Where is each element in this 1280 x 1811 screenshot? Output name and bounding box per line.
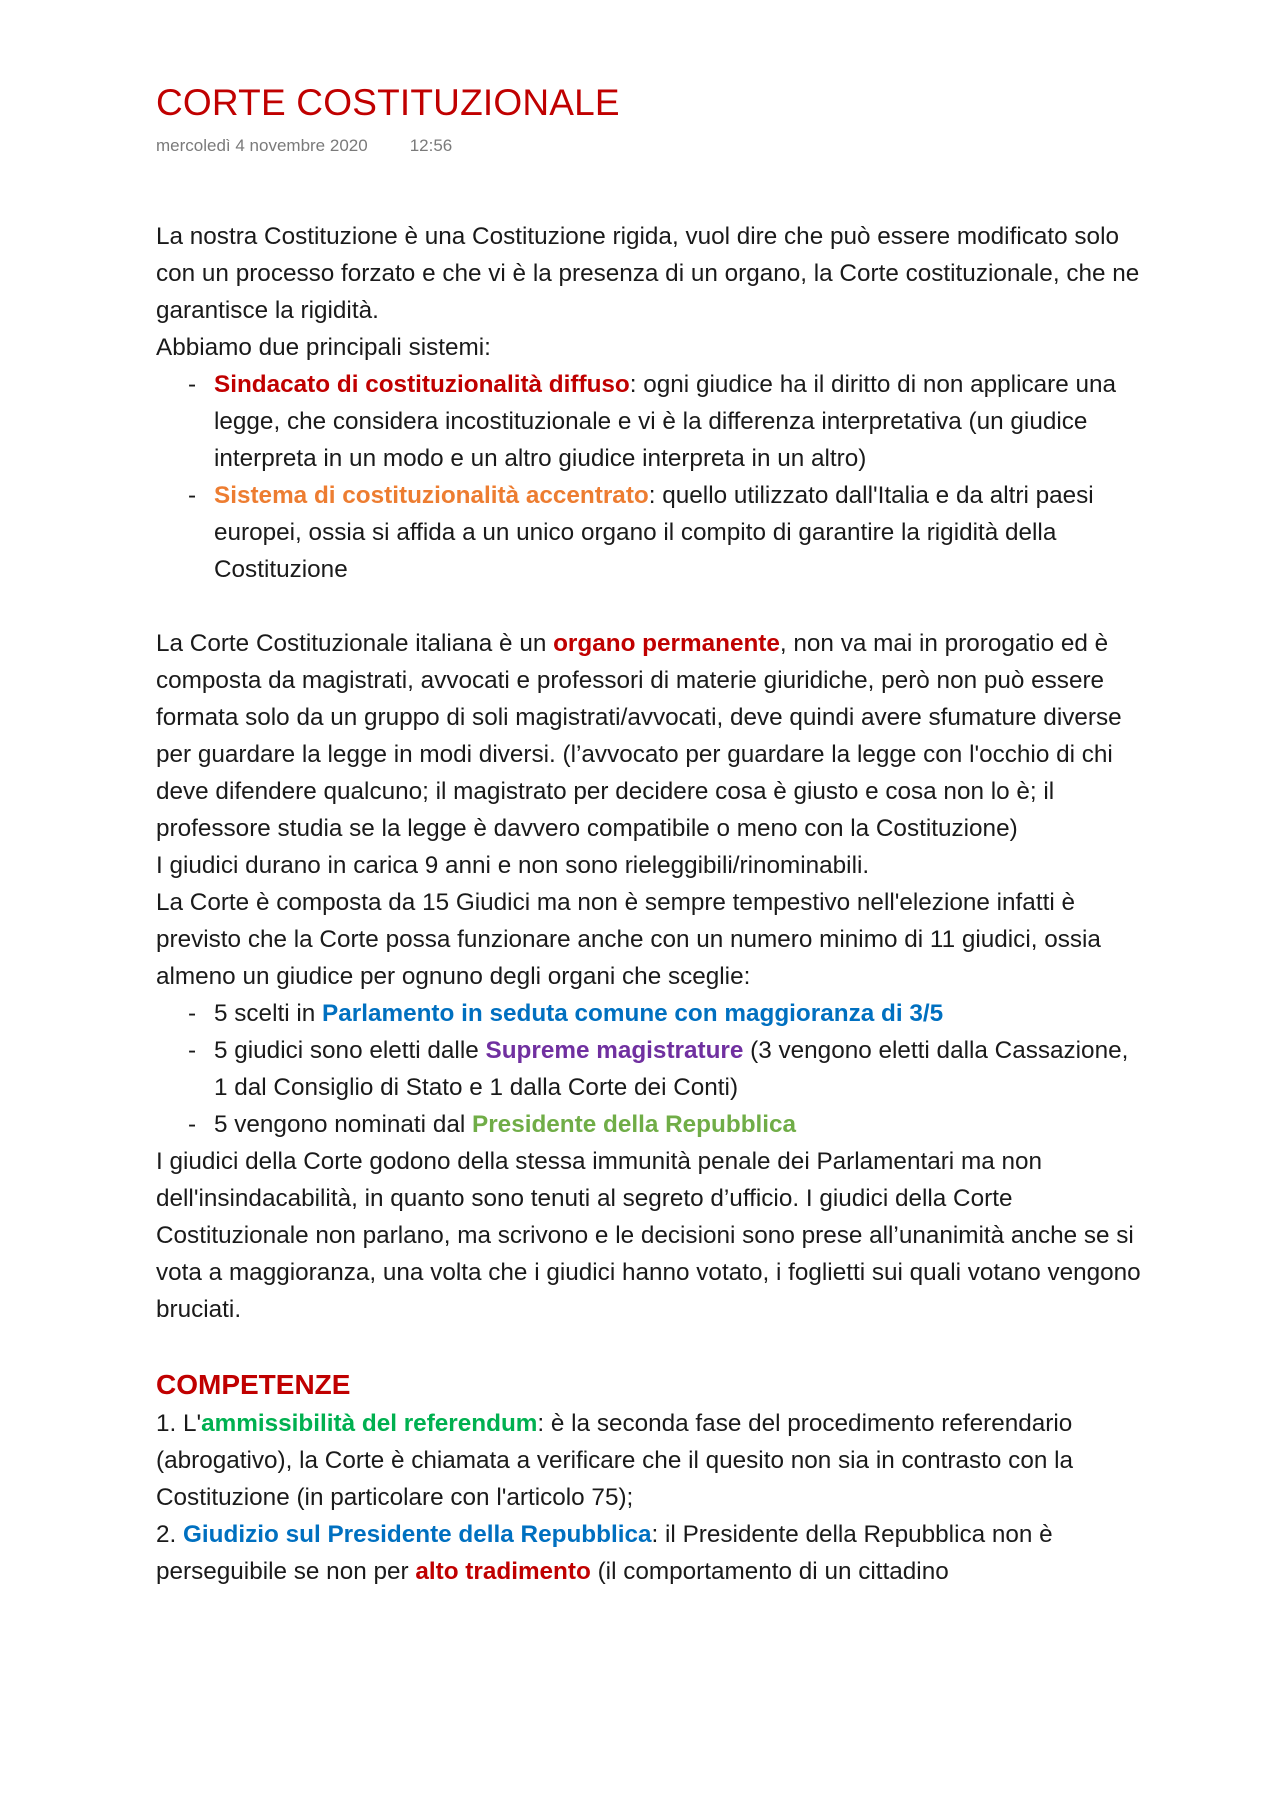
text-run: 5 giudici sono eletti dalle bbox=[214, 1037, 486, 1064]
list-item bbox=[156, 477, 1146, 588]
blank-line bbox=[156, 1328, 1146, 1365]
text-run: La Corte Costituzionale italiana è un bbox=[156, 630, 554, 657]
list-item bbox=[156, 366, 1146, 477]
text-run: (3 vengono eletti dalla Cassazione, 1 dal Consiglio di Stato e 1 dalla Corte dei Conti) bbox=[214, 1037, 1129, 1101]
intro-systems-lead: Abbiamo due principali sistemi: bbox=[156, 334, 491, 361]
competenza-item-1 bbox=[156, 1405, 1146, 1516]
dash-bullet: - bbox=[188, 1037, 197, 1064]
text-run: : è la seconda fase del procedimento referendario (abrogativo), la Corte è chiamata a verificare che il quesito non sia in contrasto con la Costituzione (in particolare con l'articolo 75); bbox=[156, 1410, 1074, 1511]
term-giudizio-presidente: Giudizio sul Presidente della Repubblica bbox=[183, 1521, 652, 1548]
dash-bullet: - bbox=[188, 1111, 197, 1138]
term-presidente-repubblica: Presidente della Repubblica bbox=[472, 1111, 797, 1138]
text-run: , non va mai in prorogatio ed è composta da magistrati, avvocati e professori di materie giuridiche, però non può essere formata solo da un gruppo di soli magistrati/avvocati, deve quindi avere sfumature diverse per guardare la legge in modi diversi. (l’avvocato per guardare la legge con l'occhio di chi deve difendere qualcuno; il magistrato per decidere cosa è giusto e cosa non lo è; il professore studia se la legge è davvero compatibile o meno con la Costituzione) bbox=[156, 630, 1122, 842]
text-run: : il Presidente della Repubblica non è perseguibile se non per bbox=[156, 1521, 1053, 1585]
term-alto-tradimento: alto tradimento bbox=[415, 1558, 591, 1585]
corte-paragraph bbox=[156, 625, 1146, 847]
dash-bullet: - bbox=[188, 1000, 197, 1027]
note-date: mercoledì 4 novembre 2020 bbox=[156, 136, 368, 155]
intro-paragraph: La nostra Costituzione è una Costituzione rigida, vuol dire che può essere modificato solo con un processo forzato e che vi è la presenza di un organo, la Corte costituzionale, che ne garantisce la rigidità. bbox=[156, 223, 1140, 324]
systems-list bbox=[156, 366, 1146, 588]
text-run: 1. L' bbox=[156, 1410, 202, 1437]
dash-bullet: - bbox=[188, 482, 197, 509]
term-ammissibilita-referendum: ammissibilità del referendum bbox=[201, 1410, 538, 1437]
composizione-paragraph: La Corte è composta da 15 Giudici ma non è sempre tempestivo nell'elezione infatti è previsto che la Corte possa funzionare anche con un numero minimo di 11 giudici, ossia almeno un giudice per ognuno degli organi che sceglie: bbox=[156, 889, 1101, 990]
durata-paragraph: I giudici durano in carica 9 anni e non sono rieleggibili/rinominabili. bbox=[156, 852, 870, 879]
immunita-paragraph: I giudici della Corte godono della stessa immunità penale dei Parlamentari ma non dell'insindacabilità, in quanto sono tenuti al segreto d’ufficio. I giudici della Corte Costituzionale non parlano, ma scrivono e le decisioni sono prese all’unanimità anche se si vota a maggioranza, una volta che i giudici hanno votato, i foglietti sui quali votano vengono bruciati. bbox=[156, 1148, 1141, 1323]
term-supreme-magistrature: Supreme magistrature bbox=[485, 1037, 744, 1064]
list-item bbox=[156, 995, 1146, 1032]
competenza-item-2 bbox=[156, 1516, 1146, 1590]
list-item bbox=[156, 1032, 1146, 1106]
note-page bbox=[156, 82, 1146, 1590]
competenze-heading: COMPETENZE bbox=[156, 1369, 351, 1400]
list-item-text: : quello utilizzato dall'Italia e da altri paesi europei, ossia si affida a un unico organo il compito di garantire la rigidità della Costituzione bbox=[214, 482, 1094, 583]
text-run: 5 vengono nominati dal bbox=[214, 1111, 473, 1138]
list-item bbox=[156, 1106, 1146, 1143]
term-diffuso: Sindacato di costituzionalità diffuso bbox=[214, 371, 630, 398]
term-parlamento: Parlamento in seduta comune con maggioranza di 3/5 bbox=[322, 1000, 944, 1027]
dash-bullet: - bbox=[188, 371, 197, 398]
text-run: (il comportamento di un cittadino bbox=[590, 1558, 949, 1585]
term-organo-permanente: organo permanente bbox=[553, 630, 780, 657]
note-timestamp bbox=[156, 136, 1146, 156]
term-accentrato: Sistema di costituzionalità accentrato bbox=[214, 482, 649, 509]
text-run: 5 scelti in bbox=[214, 1000, 323, 1027]
blank-line bbox=[156, 588, 1146, 625]
composition-list bbox=[156, 995, 1146, 1143]
page-title: CORTE COSTITUZIONALE bbox=[156, 82, 620, 123]
note-body bbox=[156, 218, 1146, 1590]
note-time: 12:56 bbox=[409, 136, 453, 155]
list-item-text: : ogni giudice ha il diritto di non applicare una legge, che considera incostituzionale e vi è la differenza interpretativa (un giudice interpreta in un modo e un altro giudice interpreta in un altro) bbox=[214, 371, 1117, 472]
text-run: 2. bbox=[156, 1521, 184, 1548]
